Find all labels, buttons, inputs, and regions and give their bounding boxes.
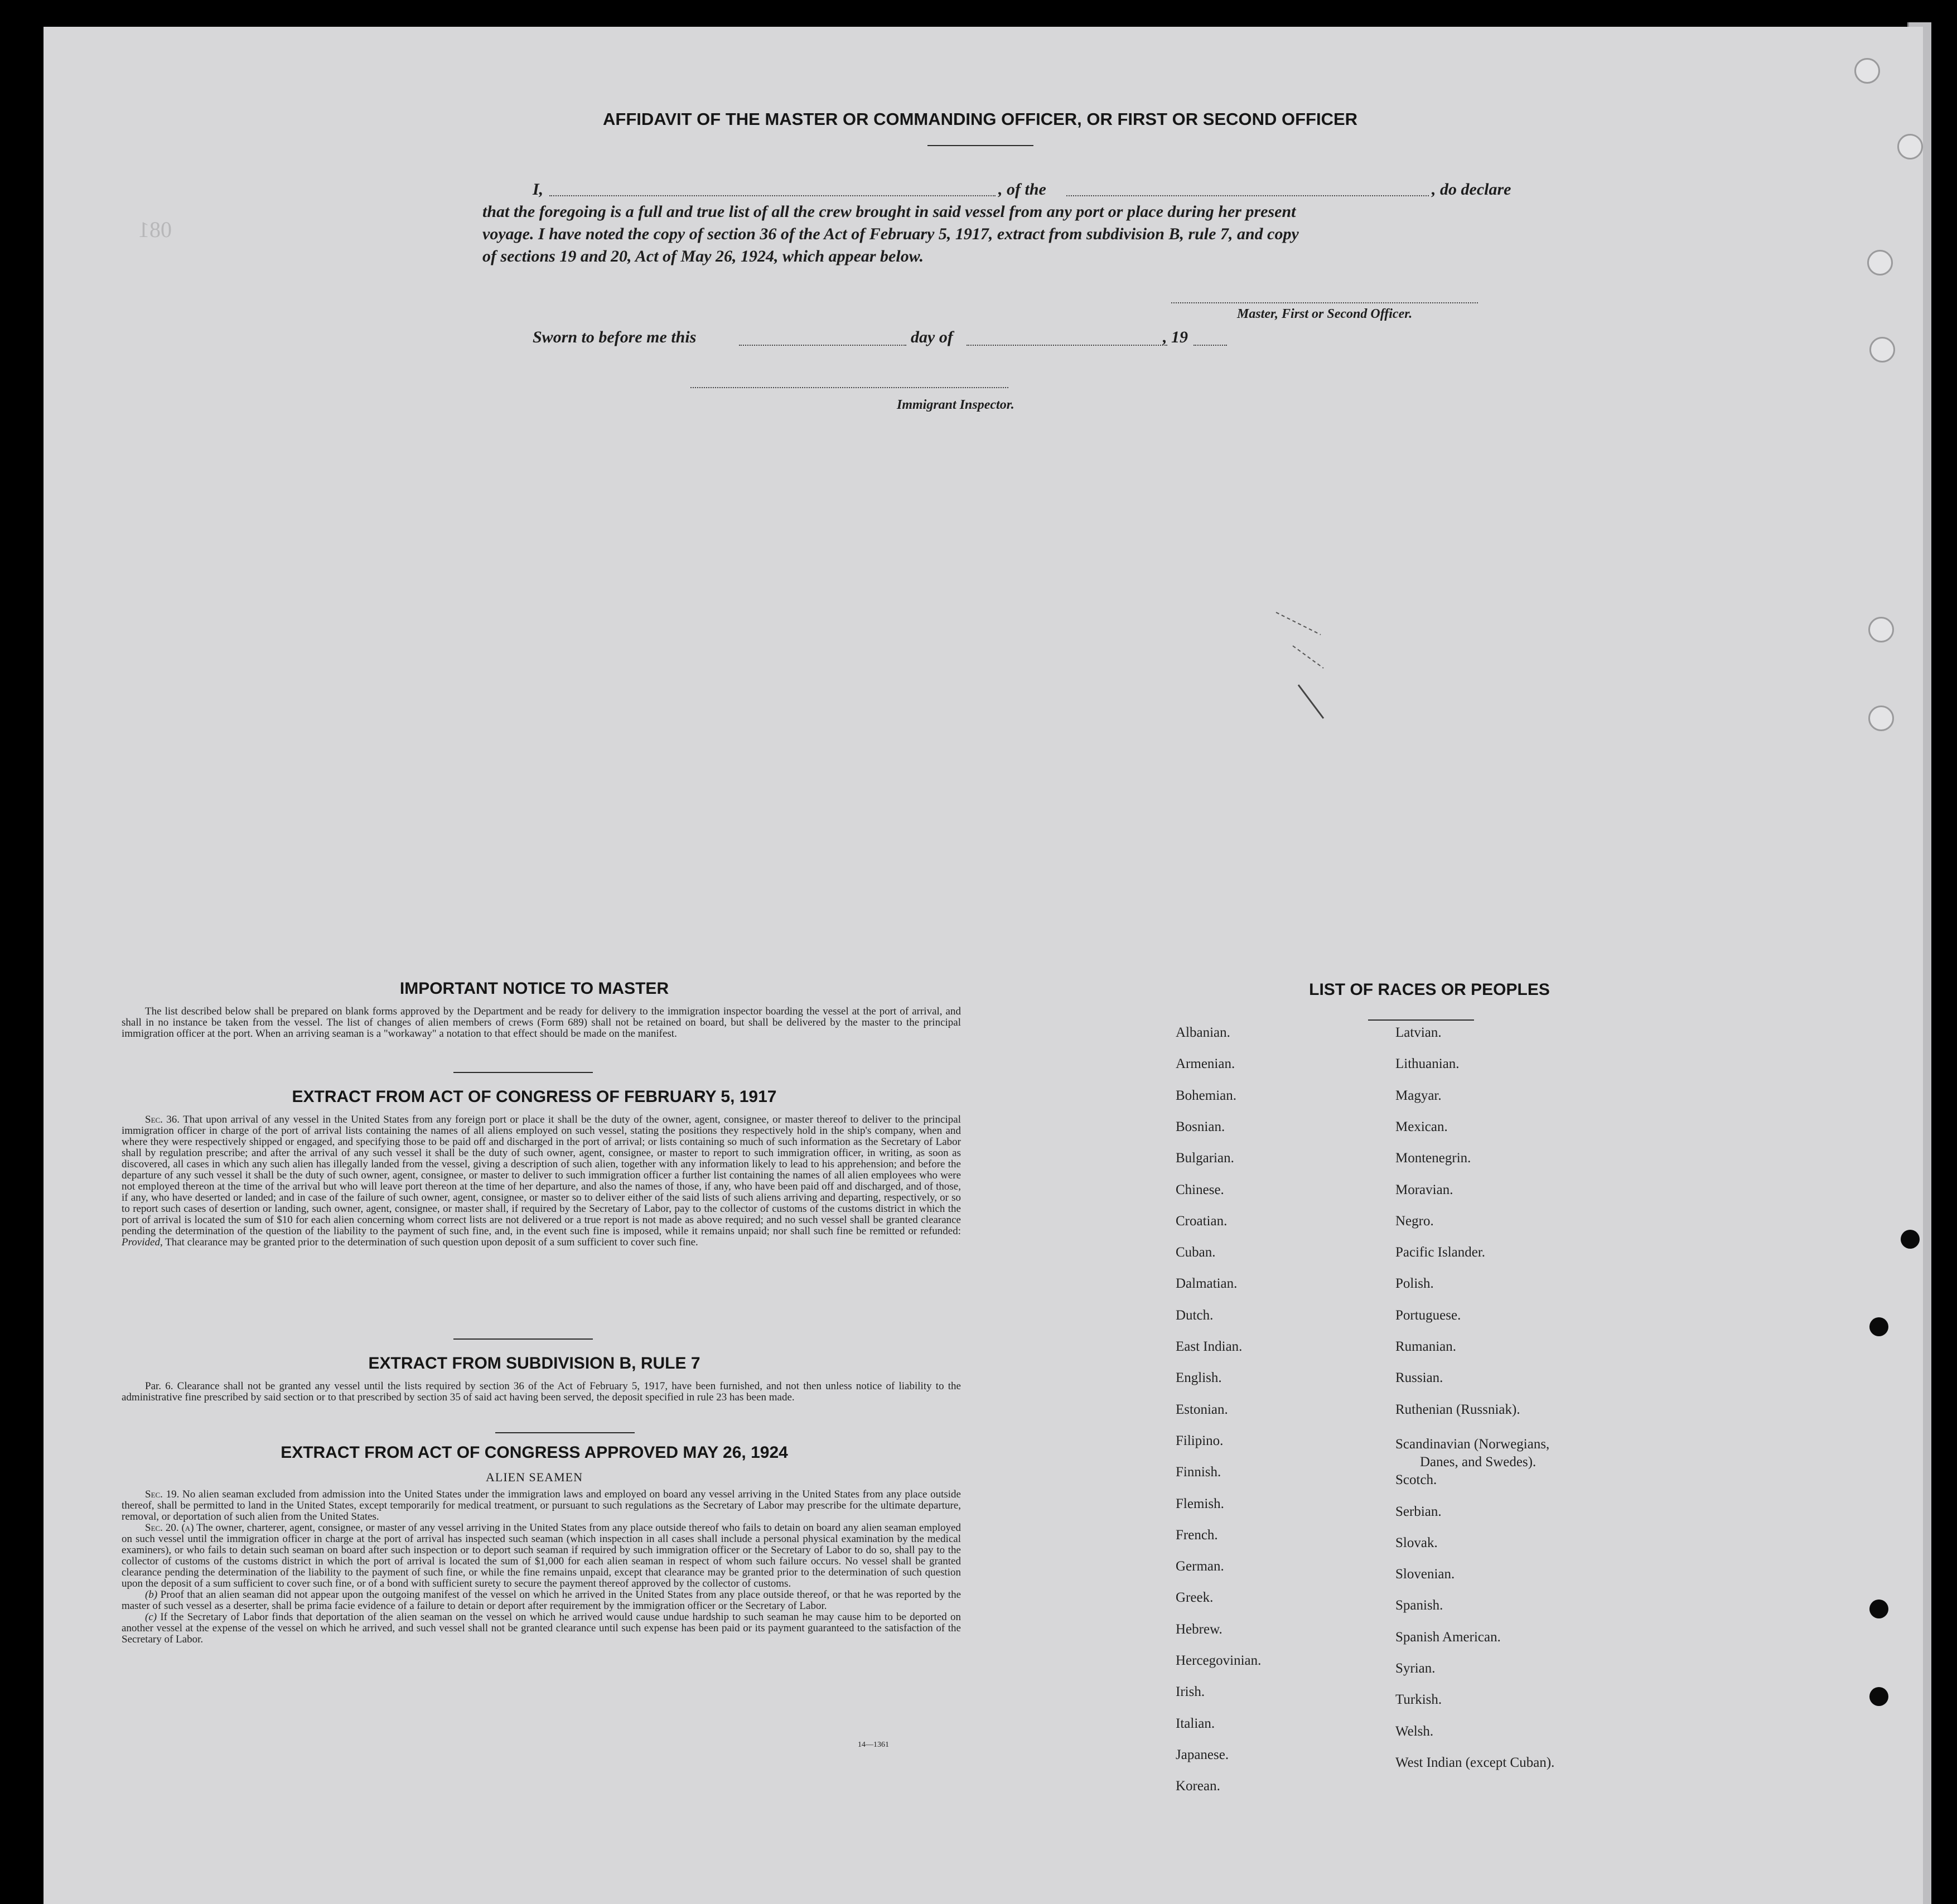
notice-title: IMPORTANT NOTICE TO MASTER bbox=[399, 979, 669, 998]
sworn-month-field[interactable] bbox=[967, 345, 1167, 346]
section-20c-body: If the Secretary of Labor finds that deportation of the alien seaman on the vessel on which he arrived would cause undue hardship to such seaman he may cause him to be deported on another vessel at the expense of the vessel on which he arrived, and such vessel shall not be granted clearance until such expense has been paid or its payment guaranteed to the satisfaction of the Secretary of Labor. bbox=[122, 1611, 961, 1645]
section-20a-body: The owner, charterer, agent, consignee, or master of any vessel arriving in the United States from any place outside thereof who fails to detain on board any alien seaman employed on such vessel until the immigration officer in charge at the port of arrival has inspected such seaman (which inspection in all cases shall include a personal physical examination by the medical examiners), or who fails to detain such seaman on board after such inspection or to deport such seaman if required by such immigration officer or the Secretary of Labor to do so, shall pay to the collector of customs of the customs district in which the port of arrival is located the sum of $1,000 for each alien seaman in respect of whom such failure occurs. No vessel shall be granted clearance pending the determination of the liability to the payment of such fine, or while the fine remains unpaid, except that clearance may be granted prior to the determination of such question upon the deposit of a sum sufficient to cover such fine, or of a bond with sufficient surety to secure the payment thereof approved by the collector of customs. bbox=[122, 1522, 961, 1589]
race-item: Scandinavian (Norwegians, bbox=[1395, 1436, 1550, 1452]
race-item: Welsh. bbox=[1395, 1723, 1434, 1739]
form-number: 14—1361 bbox=[858, 1741, 889, 1749]
notice-paragraph: The list described below shall be prepared on blank forms approved by the Department and be ready for delivery to the immigration inspector boarding the vessel at the port of arrival, and shall in no instance be taken from the vessel. The list of changes of alien members of crews (Form 689) shall not be retained on board, but shall be delivered by the master to the principal immigration officer at the port. When an arriving seaman is a "workaway" a notation to that effect should be made on the manifest. bbox=[122, 1006, 961, 1040]
extract-1924-title: EXTRACT FROM ACT OF CONGRESS APPROVED MAY 26, 1924 bbox=[281, 1443, 788, 1462]
of-the-label: , of the bbox=[998, 180, 1046, 199]
sworn-year-field[interactable] bbox=[1193, 345, 1227, 346]
master-signature-line[interactable] bbox=[1171, 302, 1478, 303]
race-item: Syrian. bbox=[1395, 1661, 1436, 1676]
race-item: French. bbox=[1176, 1527, 1218, 1543]
race-item: Korean. bbox=[1176, 1779, 1220, 1794]
clause-label: (c) bbox=[145, 1611, 157, 1623]
binder-hole bbox=[1901, 1230, 1920, 1249]
race-item: Pacific Islander. bbox=[1395, 1245, 1486, 1260]
race-item: Slovak. bbox=[1395, 1535, 1438, 1550]
affidavit-text bbox=[482, 178, 1564, 268]
extract-rule7-title: EXTRACT FROM SUBDIVISION B, RULE 7 bbox=[368, 1354, 700, 1373]
race-item: Scotch. bbox=[1395, 1472, 1437, 1488]
divider bbox=[453, 1338, 593, 1340]
race-item: Finnish. bbox=[1176, 1465, 1221, 1480]
binder-hole bbox=[1869, 337, 1895, 363]
binder-hole bbox=[1868, 617, 1894, 642]
declare-label: , do declare bbox=[1432, 180, 1511, 199]
binder-hole bbox=[1869, 1687, 1888, 1706]
inspector-signature-line[interactable] bbox=[690, 387, 1008, 388]
race-item: Croatian. bbox=[1176, 1213, 1228, 1229]
year-label: , 19 bbox=[1163, 328, 1188, 346]
race-item: Ruthenian (Russniak). bbox=[1395, 1402, 1520, 1417]
race-item: Estonian. bbox=[1176, 1402, 1228, 1417]
race-item: Armenian. bbox=[1176, 1056, 1235, 1072]
race-item: Spanish American. bbox=[1395, 1629, 1501, 1645]
race-item: Italian. bbox=[1176, 1715, 1215, 1731]
race-item: Japanese. bbox=[1176, 1747, 1229, 1762]
race-item: Polish. bbox=[1395, 1276, 1434, 1292]
section-label: Sec. 19. bbox=[145, 1489, 180, 1500]
binder-hole bbox=[1897, 134, 1923, 160]
race-item: German. bbox=[1176, 1559, 1224, 1574]
race-item: Moravian. bbox=[1395, 1182, 1453, 1197]
clause-label: (b) bbox=[145, 1589, 158, 1601]
race-item: Greek. bbox=[1176, 1590, 1214, 1606]
notice-text bbox=[122, 1006, 961, 1040]
sworn-label: Sworn to before me this bbox=[533, 328, 697, 346]
race-item: Bulgarian. bbox=[1176, 1151, 1234, 1166]
binder-hole bbox=[1869, 1317, 1888, 1336]
day-of-label: day of bbox=[911, 328, 953, 346]
race-item: East Indian. bbox=[1176, 1339, 1243, 1354]
extract-1917-title: EXTRACT FROM ACT OF CONGRESS OF FEBRUARY 5, 1917 bbox=[292, 1088, 777, 1106]
race-item: Negro. bbox=[1395, 1213, 1434, 1229]
race-item: Slovenian. bbox=[1395, 1567, 1455, 1582]
divider bbox=[927, 145, 1033, 146]
race-item: Danes, and Swedes). bbox=[1420, 1454, 1536, 1470]
section-20b-body: Proof that an alien seaman did not appear upon the outgoing manifest of the vessel on which he arrived in the United States from any place outside thereof, or that he was reported by the master of such vessel as a deserter, shall be prima facie evidence of a failure to detain or deport after requirement by the immigration officer or the Secretary of Labor. bbox=[122, 1589, 961, 1612]
sworn-day-field[interactable] bbox=[739, 345, 906, 346]
affidavit-title: AFFIDAVIT OF THE MASTER OR COMMANDING OFFICER, OR FIRST OR SECOND OFFICER bbox=[603, 109, 1358, 129]
section-body: That upon arrival of any vessel in the United States from any foreign port or place it shall be the duty of the owner, agent, consignee, or master thereof to deliver to the principal immigration officer in charge of the port of arrival lists containing the names of all aliens employed on such vessel, stating the positions they respectively hold in the ship's company, when and where they were respectively shipped or engaged, and specifying those to be paid off and discharged in the port of arrival; or lists containing so much of such information as the Secretary of Labor shall by regulation prescribe; and after the arrival of any such vessel it shall be the duty of such owner, agent, consignee, or master to report to such immigration officer, in writing, as soon as discovered, all cases in which any such alien has illegally landed from the vessel, giving a description of such alien, together with any information likely to lead to his apprehension; and before the departure of any such vessel it shall be the duty of such owner, agent, consignee, or master to deliver to such immigration officer a further list containing the names of all alien employees who were not employed thereon at the time of the arrival but who will leave port thereon at the time of her departure, and also the names of those, if any, who have been paid off and discharged, and of those, if any, who have deserted or landed; and in case of the failure of such owner, agent, consignee, or master so to deliver either of the said lists of such aliens arriving and departing, respectively, or so to report such cases of desertion or landing, such owner, agent, consignee, or master shall, if required by the Secretary of Labor, pay to the collector of customs of the customs district in which the port of arrival is located the sum of $10 for each alien concerning whom correct lists are not delivered or a true report is not made as above required; and no such vessel shall be granted clearance pending the determination of the question of the liability to the payment of such fine, and, in the event such fine is imposed, while it remains unpaid; nor shall such fine be remitted or refunded: bbox=[122, 1114, 961, 1237]
i-label: I, bbox=[533, 180, 544, 199]
race-item: Portuguese. bbox=[1395, 1307, 1461, 1323]
affidavit-line-4: of sections 19 and 20, Act of May 26, 1924, which appear below. bbox=[482, 247, 924, 265]
race-item: Serbian. bbox=[1395, 1504, 1442, 1519]
races-title: LIST OF RACES OR PEOPLES bbox=[1309, 980, 1550, 999]
name-field[interactable] bbox=[549, 195, 996, 196]
race-item: Hebrew. bbox=[1176, 1621, 1222, 1637]
race-item: Lithuanian. bbox=[1395, 1056, 1460, 1072]
race-item: Russian. bbox=[1395, 1370, 1443, 1386]
race-item: Magyar. bbox=[1395, 1088, 1442, 1103]
race-item: West Indian (except Cuban). bbox=[1395, 1755, 1555, 1770]
section-label: Sec. 20. (a) bbox=[145, 1522, 194, 1534]
divider bbox=[1368, 1019, 1474, 1021]
rule7-paragraph: Par. 6. Clearance shall not be granted any vessel until the lists required by section 36 of the Act of February 5, 1917, have been furnished, and not then unless notice of liability to the administrative fine prescribed by said section or to that prescribed by section 35 of said act having been served, the deposit specified in rule 23 has been made. bbox=[122, 1380, 961, 1403]
binder-hole bbox=[1854, 58, 1880, 84]
race-item: Cuban. bbox=[1176, 1245, 1216, 1260]
extract-1924-subtitle: ALIEN SEAMEN bbox=[486, 1470, 583, 1484]
binder-hole bbox=[1868, 705, 1894, 731]
provided-label: Provided, bbox=[122, 1236, 163, 1248]
section-body-end: That clearance may be granted prior to the determination of such question upon deposit of a sum sufficient to cover such fine. bbox=[165, 1236, 698, 1248]
affidavit-line-3: voyage. I have noted the copy of section 36 of the Act of February 5, 1917, extract from subdivision B, rule 7, and copy bbox=[482, 225, 1299, 243]
section-label: Sec. 36. bbox=[145, 1114, 180, 1125]
race-item: Dalmatian. bbox=[1176, 1276, 1238, 1292]
race-item: Albanian. bbox=[1176, 1025, 1230, 1040]
race-item: Montenegrin. bbox=[1395, 1151, 1471, 1166]
race-item: Turkish. bbox=[1395, 1692, 1442, 1708]
pencil-marks bbox=[1270, 584, 1337, 729]
divider bbox=[495, 1432, 635, 1433]
race-item: Bosnian. bbox=[1176, 1119, 1225, 1134]
race-item: Filipino. bbox=[1176, 1433, 1224, 1448]
master-signature-label: Master, First or Second Officer. bbox=[1237, 307, 1413, 321]
race-item: Irish. bbox=[1176, 1684, 1205, 1700]
race-item: Spanish. bbox=[1395, 1598, 1443, 1613]
inspector-label: Immigrant Inspector. bbox=[897, 398, 1014, 412]
race-item: Mexican. bbox=[1395, 1119, 1448, 1134]
race-item: Chinese. bbox=[1176, 1182, 1224, 1197]
sworn-line bbox=[533, 328, 1313, 350]
extract-rule7-text bbox=[122, 1381, 961, 1403]
document-page bbox=[44, 27, 1923, 1904]
race-item: Flemish. bbox=[1176, 1496, 1224, 1511]
affidavit-line-2: that the foregoing is a full and true list of all the crew brought in said vessel from any port or place during her present bbox=[482, 202, 1296, 221]
binder-hole bbox=[1867, 250, 1893, 276]
binder-hole bbox=[1869, 1599, 1888, 1618]
divider bbox=[453, 1072, 593, 1073]
race-item: Hercegovinian. bbox=[1176, 1653, 1262, 1668]
race-item: Bohemian. bbox=[1176, 1088, 1237, 1103]
extract-1924-text bbox=[122, 1489, 961, 1645]
race-item: Latvian. bbox=[1395, 1025, 1442, 1040]
extract-1917-text bbox=[122, 1114, 961, 1248]
section-19-body: No alien seaman excluded from admission into the United States under the immigration laws and employed on board any vessel arriving in the United States from any place outside thereof, shall be permitted to land in the United States, except temporarily for medical treatment, or pursuant to such regulations as the Secretary of Labor may prescribe for the ultimate departure, removal, or deportation of such alien from the United States. bbox=[122, 1489, 961, 1523]
bleed-through-mark: 081 bbox=[138, 217, 172, 242]
vessel-field[interactable] bbox=[1066, 195, 1429, 196]
race-item: English. bbox=[1176, 1370, 1222, 1386]
race-item: Rumanian. bbox=[1395, 1339, 1457, 1354]
race-item: Dutch. bbox=[1176, 1307, 1214, 1323]
